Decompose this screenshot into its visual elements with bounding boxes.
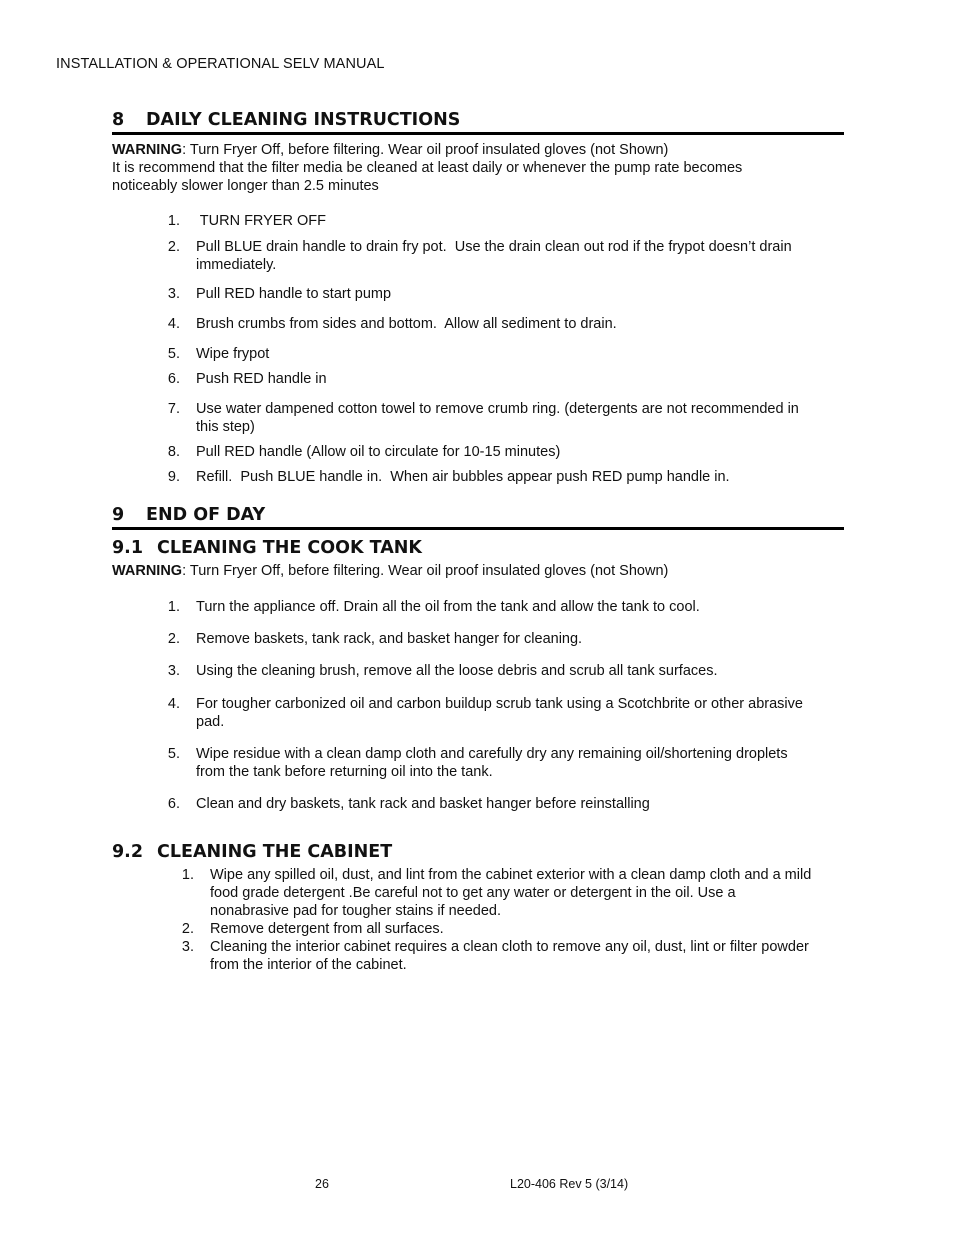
list-item-text: For tougher carbonized oil and carbon buildup scrub tank using a Scotchbrite or other abrasive <box>196 696 803 712</box>
list-item-number: 6. <box>167 371 180 387</box>
list-item-number: 1. <box>167 213 180 229</box>
section-title: CLEANING THE COOK TANK <box>157 538 422 558</box>
section-9-1-heading <box>112 538 422 558</box>
list-item-text: food grade detergent .Be careful not to get any water or detergent in the oil. Use a <box>210 885 736 901</box>
list-item-text: Using the cleaning brush, remove all the loose debris and scrub all tank surfaces. <box>196 663 718 679</box>
list-item-text: Turn the appliance off. Drain all the oil from the tank and allow the tank to cool. <box>196 599 700 615</box>
section-title: END OF DAY <box>146 505 266 525</box>
list-item-text: this step) <box>196 419 255 435</box>
list-item-number: 4. <box>167 696 180 712</box>
section-number: 8 <box>112 110 125 130</box>
section-8-intro-line-2: noticeably slower longer than 2.5 minutes <box>112 178 379 194</box>
list-item-text: Wipe frypot <box>196 346 270 362</box>
list-item-text: Remove detergent from all surfaces. <box>210 921 444 937</box>
section-number: 9.1 <box>112 538 144 558</box>
list-item-text: pad. <box>196 714 225 730</box>
list-item-text: Wipe any spilled oil, dust, and lint from the cabinet exterior with a clean damp cloth and a mild <box>210 867 812 883</box>
list-item-text: Wipe residue with a clean damp cloth and carefully dry any remaining oil/shortening droplets <box>196 746 788 762</box>
document-id: L20-406 Rev 5 (3/14) <box>510 1177 629 1191</box>
list-item-text: Pull RED handle (Allow oil to circulate for 10-15 minutes) <box>196 444 561 460</box>
section-8-warning <box>112 141 842 159</box>
list-item-number: 7. <box>167 401 180 417</box>
list-item-number: 8. <box>167 444 180 460</box>
section-number: 9.2 <box>112 842 144 862</box>
list-item-text: Clean and dry baskets, tank rack and basket hanger before reinstalling <box>196 796 650 812</box>
list-item-number: 2. <box>167 631 180 647</box>
list-item-text: Push RED handle in <box>196 371 327 387</box>
list-item-text: Refill. Push BLUE handle in. When air bubbles appear push RED pump handle in. <box>196 469 730 485</box>
running-header: INSTALLATION & OPERATIONAL SELV MANUAL <box>56 56 385 72</box>
list-item-number: 5. <box>167 346 180 362</box>
list-item-number: 4. <box>167 316 180 332</box>
warning-label: WARNING <box>112 563 183 579</box>
section-9-1-warning <box>112 562 842 580</box>
section-title: DAILY CLEANING INSTRUCTIONS <box>146 110 461 130</box>
list-item-number: 3. <box>167 663 180 679</box>
section-8-heading <box>112 110 844 135</box>
list-item-text: from the tank before returning oil into the tank. <box>196 764 493 780</box>
list-item-text: Cleaning the interior cabinet requires a clean cloth to remove any oil, dust, lint or filter powder <box>210 939 809 955</box>
page-number: 26 <box>315 1177 329 1191</box>
list-item-number: 3. <box>181 939 194 955</box>
section-9-heading <box>112 505 844 530</box>
list-item-number: 2. <box>181 921 194 937</box>
list-item-text: Pull BLUE drain handle to drain fry pot. Use the drain clean out rod if the frypot doesn’t drain <box>196 239 792 255</box>
section-9-2-heading <box>112 842 392 862</box>
warning-text: : Turn Fryer Off, before filtering. Wear oil proof insulated gloves (not Shown) <box>182 563 669 579</box>
section-8-intro-line-1: It is recommend that the filter media be cleaned at least daily or whenever the pump rate becomes <box>112 160 743 176</box>
list-item-text: from the interior of the cabinet. <box>210 957 407 973</box>
section-title: CLEANING THE CABINET <box>157 842 393 862</box>
list-item-number: 2. <box>167 239 180 255</box>
list-item-number: 9. <box>167 469 180 485</box>
list-item-text: Use water dampened cotton towel to remove crumb ring. (detergents are not recommended in <box>196 401 799 417</box>
list-item-number: 6. <box>167 796 180 812</box>
list-item-text: nonabrasive pad for tougher stains if needed. <box>210 903 502 919</box>
list-item-text: TURN FRYER OFF <box>196 213 326 229</box>
warning-text: : Turn Fryer Off, before filtering. Wear oil proof insulated gloves (not Shown) <box>182 142 669 158</box>
list-item-text: immediately. <box>196 257 277 273</box>
section-number: 9 <box>112 505 125 525</box>
list-item-text: Pull RED handle to start pump <box>196 286 392 302</box>
list-item-text: Remove baskets, tank rack, and basket hanger for cleaning. <box>196 631 583 647</box>
warning-label: WARNING <box>112 142 183 158</box>
list-item-number: 1. <box>181 867 194 883</box>
list-item-number: 5. <box>167 746 180 762</box>
list-item-number: 3. <box>167 286 180 302</box>
list-item-number: 1. <box>167 599 180 615</box>
list-item-text: Brush crumbs from sides and bottom. Allow all sediment to drain. <box>196 316 617 332</box>
